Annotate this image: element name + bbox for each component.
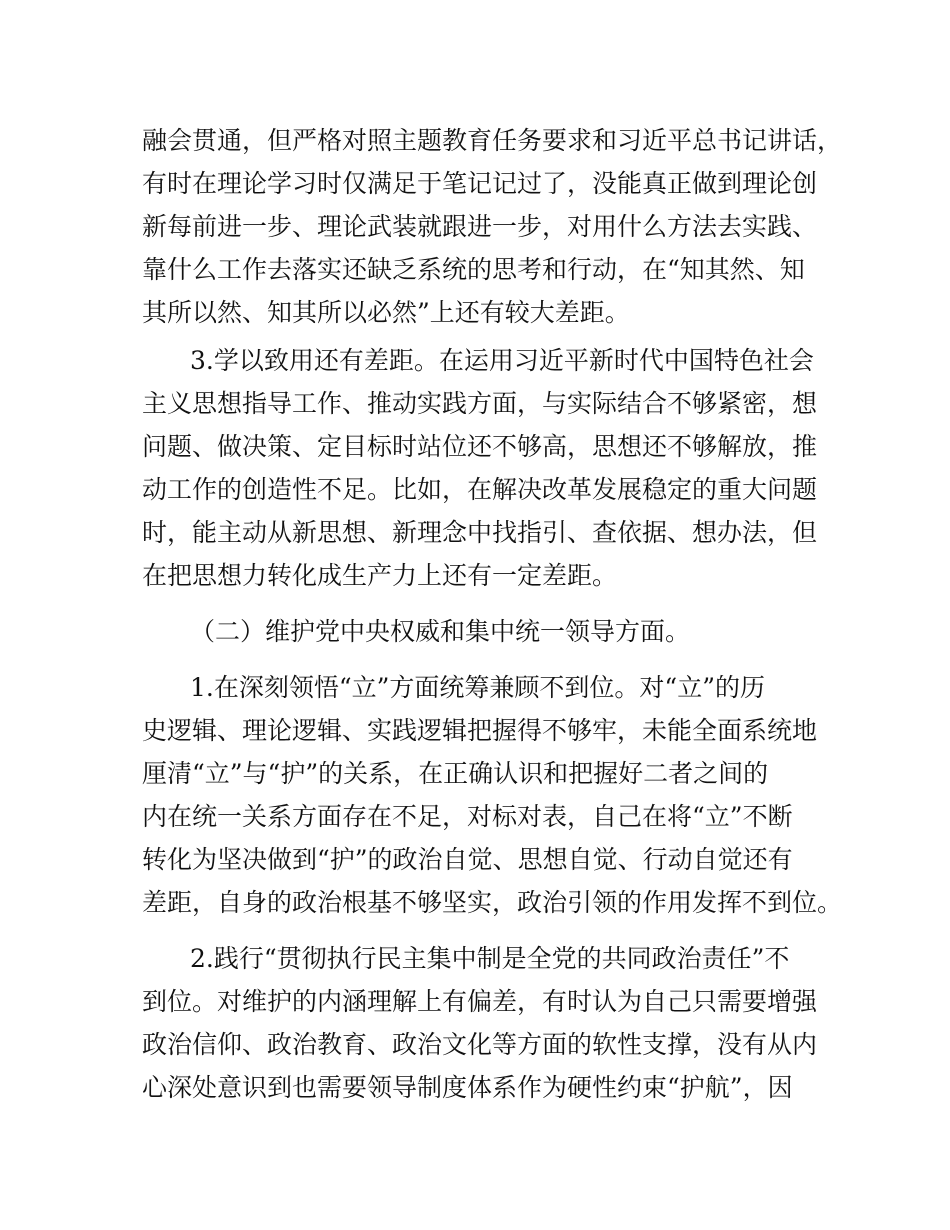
paragraph-start-line: 2.践行“贯彻执行民主集中制是全党的共同政治责任”不 [190,944,790,973]
text-line: 靠什么工作去落实还缺乏系统的思考和行动，在“知其然、知 [142,255,805,284]
paragraph-start-line: 1.在深刻领悟“立”方面统筹兼顾不到位。对“立”的历 [190,673,765,702]
text-line: 动工作的创造性不足。比如，在解决改革发展稳定的重大问题 [142,475,818,504]
text-line: 新每前进一步、理论武装就跟进一步，对用什么方法去实践、 [142,212,818,241]
text-line: 史逻辑、理论逻辑、实践逻辑把握得不够牢，未能全面系统地 [142,716,818,745]
text-line: 时，能主动从新思想、新理念中找指引、查依据、想办法，但 [142,518,818,547]
text-line: 融会贯通，但严格对照主题教育任务要求和习近平总书记讲话， [142,126,843,155]
text-line: 问题、做决策、定目标时站位还不够高，思想还不够解放，推 [142,432,818,461]
text-line: 其所以然、知其所以必然”上还有较大差距。 [142,298,630,327]
text-line: 有时在理论学习时仅满足于笔记记过了，没能真正做到理论创 [142,169,818,198]
text-line: 到位。对维护的内涵理解上有偏差，有时认为自己只需要增强 [142,987,818,1016]
text-line: 主义思想指导工作、推动实践方面，与实际结合不够紧密，想 [142,389,818,418]
text-line: 心深处意识到也需要领导制度体系作为硬性约束“护航”，因 [142,1073,793,1102]
text-line: 差距，自身的政治根基不够坚实，政治引领的作用发挥不到位。 [142,888,843,917]
text-line: 内在统一关系方面存在不足，对标对表，自己在将“立”不断 [142,802,793,831]
text-line: 在把思想力转化成生产力上还有一定差距。 [142,561,618,590]
text-line: 政治信仰、政治教育、政治文化等方面的软性支撑，没有从内 [142,1030,818,1059]
text-line: 厘清“立”与“护”的关系，在正确认识和把握好二者之间的 [142,759,769,788]
section-heading: （二）维护党中央权威和集中统一领导方面。 [190,617,691,646]
paragraph-start-line: 3.学以致用还有差距。在运用习近平新时代中国特色社会 [190,346,814,375]
text-line: 转化为坚决做到“护”的政治自觉、思想自觉、行动自觉还有 [142,845,793,874]
